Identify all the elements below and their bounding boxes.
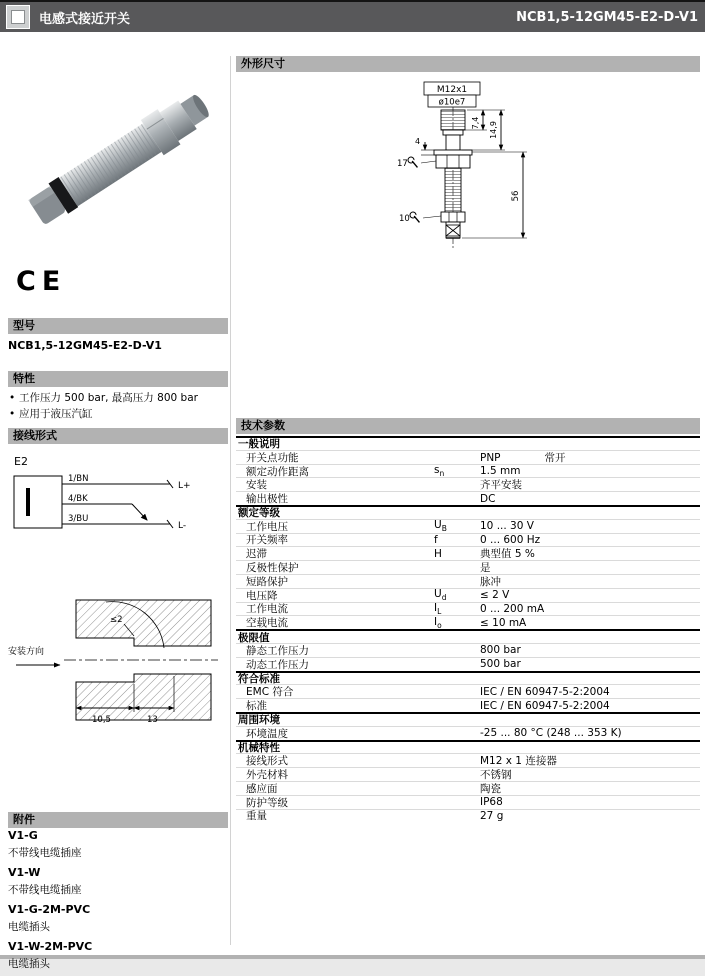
tech-row-label: 安装 xyxy=(246,479,267,492)
section-heading-accessories: 附件 xyxy=(8,812,228,828)
wiring-diagram xyxy=(10,452,220,552)
tech-row-value: 800 bar xyxy=(480,644,521,657)
accessory-name: V1-W-2M-PVC xyxy=(8,940,93,953)
page-title: 电感式接近开关 xyxy=(39,11,131,27)
accessory-description: 电缆插头 xyxy=(8,958,50,970)
tech-row-value: 脉冲 xyxy=(480,575,501,588)
dim-wrench-17-label: 17 xyxy=(397,159,408,169)
section-heading-technical-data: 技术参数 xyxy=(236,418,700,434)
tech-row-value: 齐平安装 xyxy=(480,479,522,492)
tech-row-value: IEC / EN 60947-5-2:2004 xyxy=(480,699,610,712)
wire-pin1-label: 1/BN xyxy=(68,474,89,484)
tech-row xyxy=(236,464,700,478)
tech-group-name: 额定等级 xyxy=(238,507,280,520)
tech-row-value: 不锈钢 xyxy=(480,769,512,782)
tech-row-label: 防护等级 xyxy=(246,796,288,809)
tech-row-label: 开关频率 xyxy=(246,534,288,547)
tech-row-label: 动态工作压力 xyxy=(246,658,309,671)
header-bar xyxy=(0,0,705,32)
terminal-minus-label: L- xyxy=(178,521,187,531)
tech-row xyxy=(236,519,700,533)
tech-group-row xyxy=(236,436,700,450)
tech-group-row xyxy=(236,712,700,726)
tech-row-symbol: f xyxy=(434,533,438,546)
tech-row-label: 工作电压 xyxy=(246,520,288,533)
tech-row xyxy=(236,560,700,574)
tech-row-value: 1.5 mm xyxy=(480,464,521,477)
tech-row-value: -25 ... 80 °C (248 ... 353 K) xyxy=(480,727,622,740)
tech-row xyxy=(236,574,700,588)
accessory-name: V1-G-2M-PVC xyxy=(8,903,91,916)
tech-row-label: 电压降 xyxy=(246,589,278,602)
feature-item: • 应用于液压汽缸 xyxy=(8,406,228,422)
tech-row xyxy=(236,753,700,767)
tech-row-label: 环境温度 xyxy=(246,727,288,740)
header-logo-icon xyxy=(6,5,30,29)
feature-item: • 工作压力 500 bar, 最高压力 800 bar xyxy=(8,390,228,406)
tech-group-name: 一般说明 xyxy=(238,438,280,451)
accessory-description: 不带线电缆插座 xyxy=(8,884,82,896)
dim-thread-label: M12x1 xyxy=(436,85,468,95)
tech-group-name: 机械特性 xyxy=(238,741,280,754)
wire-pin2-label: 4/BK xyxy=(68,494,88,504)
part-number-header: NCB1,5-12GM45-E2-D-V1 xyxy=(516,9,698,25)
product-photo xyxy=(10,46,228,264)
tech-row-value: 0 ... 200 mA xyxy=(480,602,545,615)
tech-row-label: 感应面 xyxy=(246,782,278,795)
terminal-plus-label: L+ xyxy=(178,481,191,491)
tech-row-label: 外壳材料 xyxy=(246,769,288,782)
tech-row-value: ≤ 2 V xyxy=(480,589,510,602)
dim-7-4-label: 7,4 xyxy=(471,116,480,130)
tech-row-symbol: $U_d$ xyxy=(434,588,447,603)
tech-row-value: 典型值 5 % xyxy=(480,548,535,561)
tech-row xyxy=(236,546,700,560)
mounting-dim-width2: 13 xyxy=(147,715,158,725)
dim-14-9-label: 14,9 xyxy=(489,121,498,139)
tech-row-label: 输出极性 xyxy=(246,493,288,506)
tech-row-value: IEC / EN 60947-5-2:2004 xyxy=(480,685,610,698)
mounting-dim-gap: ≤2 xyxy=(110,615,123,625)
tech-group-name: 周围环境 xyxy=(238,714,280,727)
accessory-name: V1-G xyxy=(8,829,38,842)
tech-row xyxy=(236,781,700,795)
column-divider xyxy=(230,56,231,945)
mounting-direction-label: 安装方向 xyxy=(8,647,45,657)
accessories-list xyxy=(8,828,228,976)
tech-row xyxy=(236,602,700,616)
tech-row-value: 0 ... 600 Hz xyxy=(480,533,541,546)
accessory-description: 电缆插头 xyxy=(8,921,50,933)
tech-group-row xyxy=(236,671,700,685)
tech-row xyxy=(236,726,700,740)
accessory-description: 不带线电缆插座 xyxy=(8,847,82,859)
tech-row-value: IP68 xyxy=(480,796,503,809)
wrench-icon xyxy=(409,211,423,222)
dimension-drawing xyxy=(383,80,583,272)
wiring-diagram-label: E2 xyxy=(14,455,28,468)
tech-table xyxy=(236,436,700,822)
tech-row-label: EMC 符合 xyxy=(246,686,294,699)
tech-row-symbol: $I_o$ xyxy=(434,615,442,630)
tech-row-value: 陶瓷 xyxy=(480,782,501,795)
tech-row-value: ≤ 10 mA xyxy=(480,616,527,629)
tech-row xyxy=(236,809,700,823)
sensor-photo-body xyxy=(25,86,216,230)
tech-row-value: 500 bar xyxy=(480,658,521,671)
tech-row-label: 工作电流 xyxy=(246,603,288,616)
tech-row-symbol: $I_L$ xyxy=(434,601,442,617)
tech-row-value: DC xyxy=(480,492,496,505)
dim-wrench-10-label: 10 xyxy=(399,214,410,224)
tech-row-label: 接线形式 xyxy=(246,755,288,768)
tech-row xyxy=(236,643,700,657)
wire-pin3-label: 3/BU xyxy=(68,514,89,524)
tech-row xyxy=(236,698,700,712)
section-heading-connection: 接线形式 xyxy=(8,428,228,444)
dim-4-label: 4 xyxy=(415,137,421,146)
tech-row-label: 反极性保护 xyxy=(246,562,299,575)
tech-row-label: 短路保护 xyxy=(246,575,288,588)
tech-row xyxy=(236,477,700,491)
section-heading-features: 特性 xyxy=(8,371,228,387)
tech-row-label: 开关点功能 xyxy=(246,451,299,464)
tech-row xyxy=(236,491,700,505)
tech-row xyxy=(236,767,700,781)
section-heading-model: 型号 xyxy=(8,318,228,334)
tech-row-symbol: $U_B$ xyxy=(434,519,447,534)
tech-row xyxy=(236,533,700,547)
section-heading-dimensions: 外形尺寸 xyxy=(236,56,700,72)
tech-group-row xyxy=(236,629,700,643)
tech-group-name: 符合标准 xyxy=(238,672,280,685)
tech-row-value: 27 g xyxy=(480,809,504,822)
tech-row-value: 10 ... 30 V xyxy=(480,520,534,533)
tech-row xyxy=(236,684,700,698)
wrench-icon xyxy=(407,156,421,167)
tech-row-label: 迟滞 xyxy=(246,548,267,561)
tech-row-value: 是 xyxy=(480,562,491,575)
logo-inner-square xyxy=(11,10,25,24)
mounting-dim-width1: 10,5 xyxy=(92,715,111,725)
mounting-diagram xyxy=(6,590,224,732)
tech-row-label: 标准 xyxy=(246,700,267,713)
tech-row-value: M12 x 1 连接器 xyxy=(480,755,557,768)
tech-row xyxy=(236,795,700,809)
tech-row xyxy=(236,588,700,602)
tech-row xyxy=(236,450,700,464)
tech-row xyxy=(236,615,700,629)
tech-row-label: 额定动作距离 xyxy=(246,465,309,478)
tech-group-row xyxy=(236,505,700,519)
tech-row-symbol: H xyxy=(434,547,442,560)
tech-row-label: 静态工作压力 xyxy=(246,644,309,657)
tech-row-label: 空载电流 xyxy=(246,617,288,630)
tech-row-value: PNP 常开 xyxy=(480,451,566,464)
ce-mark: CE xyxy=(16,266,67,297)
tech-group-name: 极限值 xyxy=(238,631,270,644)
tech-group-row xyxy=(236,740,700,754)
tech-row-symbol: $s_n$ xyxy=(434,463,445,479)
accessory-name: V1-W xyxy=(8,866,41,879)
dim-56-label: 56 xyxy=(511,190,521,202)
features-list xyxy=(8,390,228,422)
model-number: NCB1,5-12GM45-E2-D-V1 xyxy=(8,339,162,352)
tech-row-label: 重量 xyxy=(246,810,267,823)
tech-row xyxy=(236,657,700,671)
dim-tip-diameter-label: ø10e7 xyxy=(438,97,466,108)
